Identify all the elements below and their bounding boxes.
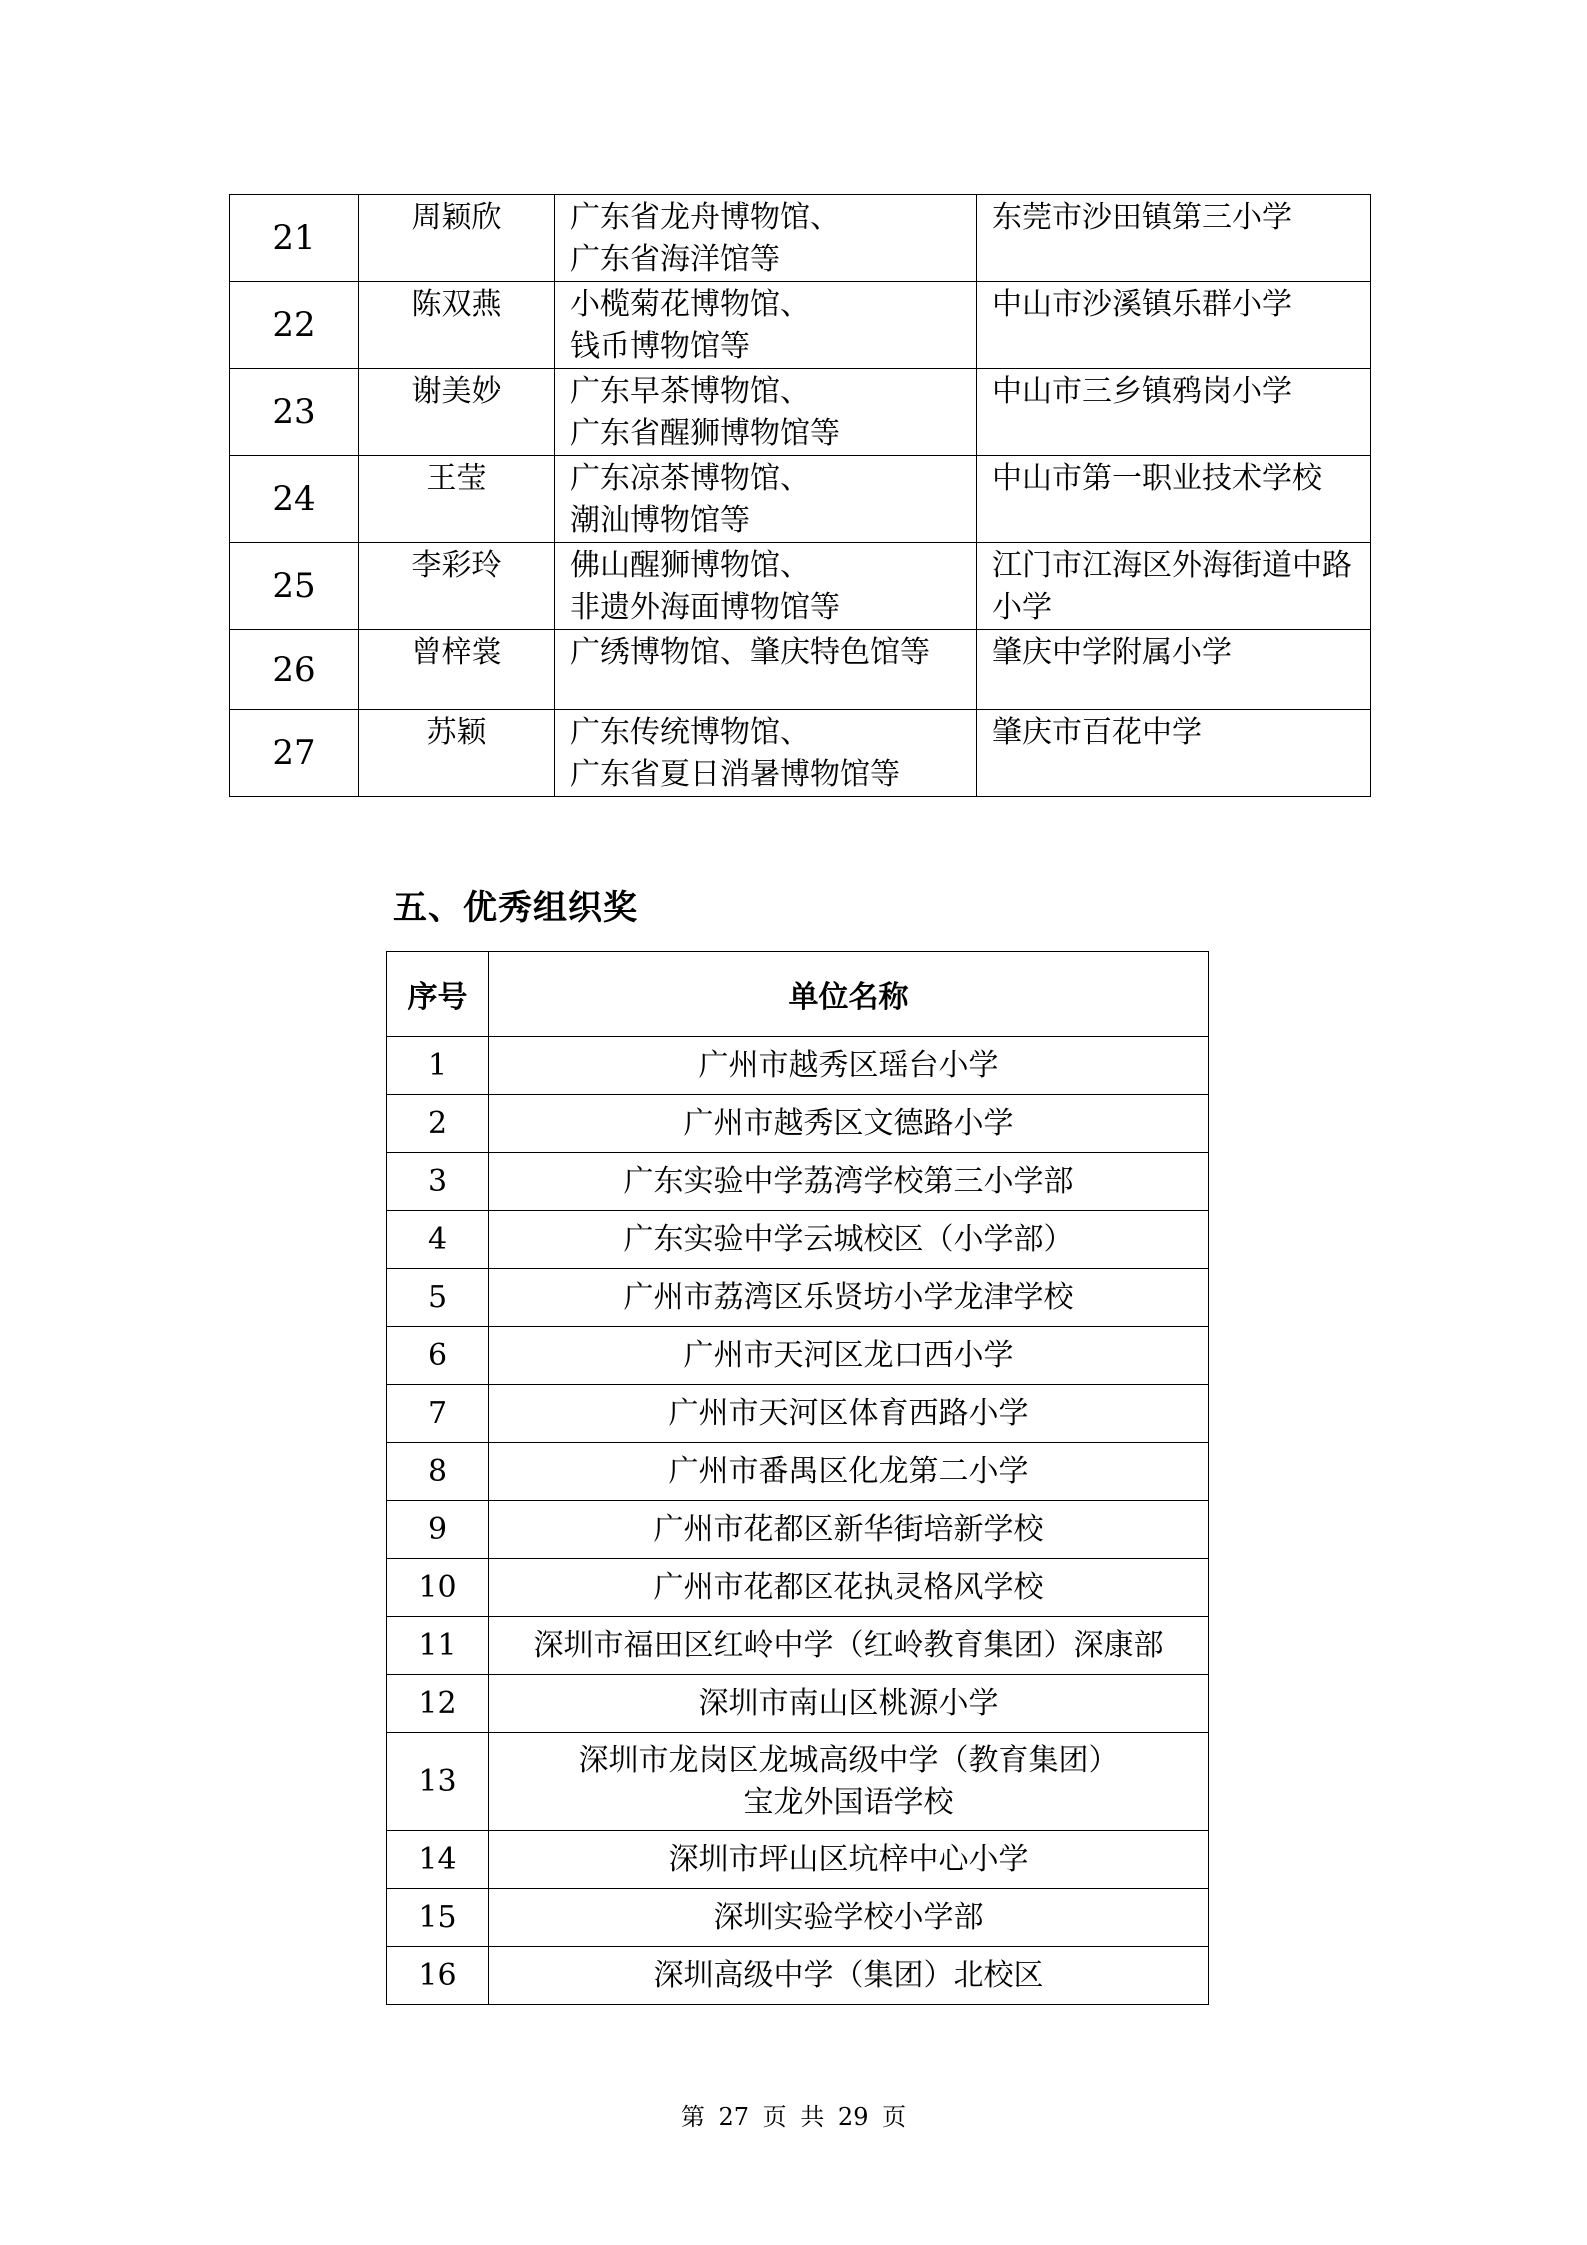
museum-line: 广东省海洋馆等 — [570, 242, 780, 277]
unit-name: 深圳高级中学（集团）北校区 — [489, 1947, 1209, 2005]
school-name: 东莞市沙田镇第三小学 — [977, 195, 1371, 282]
row-number: 3 — [387, 1153, 489, 1211]
table-row — [387, 1559, 1209, 1617]
unit-name — [489, 1733, 1209, 1831]
unit-name: 深圳实验学校小学部 — [489, 1889, 1209, 1947]
row-number: 10 — [387, 1559, 489, 1617]
person-name: 苏颖 — [359, 710, 555, 797]
table-row — [387, 1037, 1209, 1095]
museum-cell — [555, 456, 977, 543]
museum-line: 广绣博物馆、肇庆特色馆等 — [570, 635, 930, 670]
page-number-footer: 第 27 页 共 29 页 — [680, 2103, 907, 2131]
row-number: 27 — [230, 710, 359, 797]
section-heading: 五、优秀组织奖 — [393, 888, 638, 928]
row-number: 15 — [387, 1889, 489, 1947]
museum-line: 广东省夏日消暑博物馆等 — [570, 757, 900, 792]
school-name: 江门市江海区外海街道中路小学 — [977, 543, 1371, 630]
table-row — [387, 1947, 1209, 2005]
museum-line: 广东早茶博物馆、 — [570, 374, 810, 409]
museum-line: 潮汕博物馆等 — [570, 503, 750, 538]
school-name: 中山市三乡镇鸦岗小学 — [977, 369, 1371, 456]
column-header-number: 序号 — [387, 952, 489, 1037]
row-number: 21 — [230, 195, 359, 282]
table-row — [387, 1443, 1209, 1501]
person-name: 谢美妙 — [359, 369, 555, 456]
museum-cell — [555, 195, 977, 282]
row-number: 13 — [387, 1733, 489, 1831]
table-row — [230, 456, 1371, 543]
museum-line: 钱币博物馆等 — [570, 329, 750, 364]
row-number: 7 — [387, 1385, 489, 1443]
row-number: 1 — [387, 1037, 489, 1095]
unit-name: 广州市番禺区化龙第二小学 — [489, 1443, 1209, 1501]
museum-line: 小榄菊花博物馆、 — [570, 287, 810, 322]
unit-name: 广州市越秀区瑶台小学 — [489, 1037, 1209, 1095]
person-name: 周颖欣 — [359, 195, 555, 282]
award-winners-table — [229, 194, 1371, 797]
row-number: 26 — [230, 630, 359, 710]
school-name: 中山市沙溪镇乐群小学 — [977, 282, 1371, 369]
row-number: 23 — [230, 369, 359, 456]
museum-line: 广东省龙舟博物馆、 — [570, 200, 840, 235]
table-row — [230, 543, 1371, 630]
row-number: 11 — [387, 1617, 489, 1675]
table-row — [230, 282, 1371, 369]
unit-name: 广州市荔湾区乐贤坊小学龙津学校 — [489, 1269, 1209, 1327]
table-row — [230, 710, 1371, 797]
row-number: 5 — [387, 1269, 489, 1327]
unit-name: 广州市越秀区文德路小学 — [489, 1095, 1209, 1153]
row-number: 12 — [387, 1675, 489, 1733]
person-name: 陈双燕 — [359, 282, 555, 369]
table-row — [387, 1675, 1209, 1733]
person-name: 曾梓裳 — [359, 630, 555, 710]
museum-line: 非遗外海面博物馆等 — [570, 590, 840, 625]
row-number: 2 — [387, 1095, 489, 1153]
table-row — [387, 1153, 1209, 1211]
table-row — [387, 1617, 1209, 1675]
museum-cell — [555, 630, 977, 710]
organization-award-table — [386, 951, 1209, 2005]
museum-line: 广东省醒狮博物馆等 — [570, 416, 840, 451]
unit-name-line: 深圳市龙岗区龙城高级中学（教育集团） — [578, 1742, 1119, 1778]
row-number: 6 — [387, 1327, 489, 1385]
row-number: 4 — [387, 1211, 489, 1269]
museum-cell — [555, 710, 977, 797]
museum-line: 广东凉茶博物馆、 — [570, 461, 810, 496]
column-header-unit: 单位名称 — [489, 952, 1209, 1037]
table-row — [230, 630, 1371, 710]
row-number: 16 — [387, 1947, 489, 2005]
unit-name: 广州市天河区龙口西小学 — [489, 1327, 1209, 1385]
table-row — [230, 195, 1371, 282]
museum-line: 佛山醒狮博物馆、 — [570, 548, 810, 583]
row-number: 24 — [230, 456, 359, 543]
table-row — [387, 1211, 1209, 1269]
school-name: 肇庆中学附属小学 — [977, 630, 1371, 710]
table-row — [387, 1385, 1209, 1443]
table-row — [387, 1889, 1209, 1947]
table-row — [387, 1095, 1209, 1153]
row-number: 14 — [387, 1831, 489, 1889]
person-name: 王莹 — [359, 456, 555, 543]
unit-name: 广州市天河区体育西路小学 — [489, 1385, 1209, 1443]
table-row — [230, 369, 1371, 456]
row-number: 8 — [387, 1443, 489, 1501]
unit-name: 广州市花都区花执灵格风学校 — [489, 1559, 1209, 1617]
museum-line: 广东传统博物馆、 — [570, 715, 810, 750]
school-name: 肇庆市百花中学 — [977, 710, 1371, 797]
unit-name: 深圳市南山区桃源小学 — [489, 1675, 1209, 1733]
table-row — [387, 1269, 1209, 1327]
person-name: 李彩玲 — [359, 543, 555, 630]
unit-name: 广州市花都区新华街培新学校 — [489, 1501, 1209, 1559]
unit-name: 深圳市坪山区坑梓中心小学 — [489, 1831, 1209, 1889]
museum-cell — [555, 369, 977, 456]
table-row — [387, 1501, 1209, 1559]
row-number: 9 — [387, 1501, 489, 1559]
table-row — [387, 1831, 1209, 1889]
museum-cell — [555, 543, 977, 630]
row-number: 25 — [230, 543, 359, 630]
table-header-row — [387, 952, 1209, 1037]
row-number: 22 — [230, 282, 359, 369]
table-row — [387, 1327, 1209, 1385]
unit-name-line: 宝龙外国语学校 — [743, 1784, 954, 1820]
school-name: 中山市第一职业技术学校 — [977, 456, 1371, 543]
table-row — [387, 1733, 1209, 1831]
unit-name: 深圳市福田区红岭中学（红岭教育集团）深康部 — [489, 1617, 1209, 1675]
unit-name: 广东实验中学云城校区（小学部） — [489, 1211, 1209, 1269]
museum-cell — [555, 282, 977, 369]
unit-name: 广东实验中学荔湾学校第三小学部 — [489, 1153, 1209, 1211]
